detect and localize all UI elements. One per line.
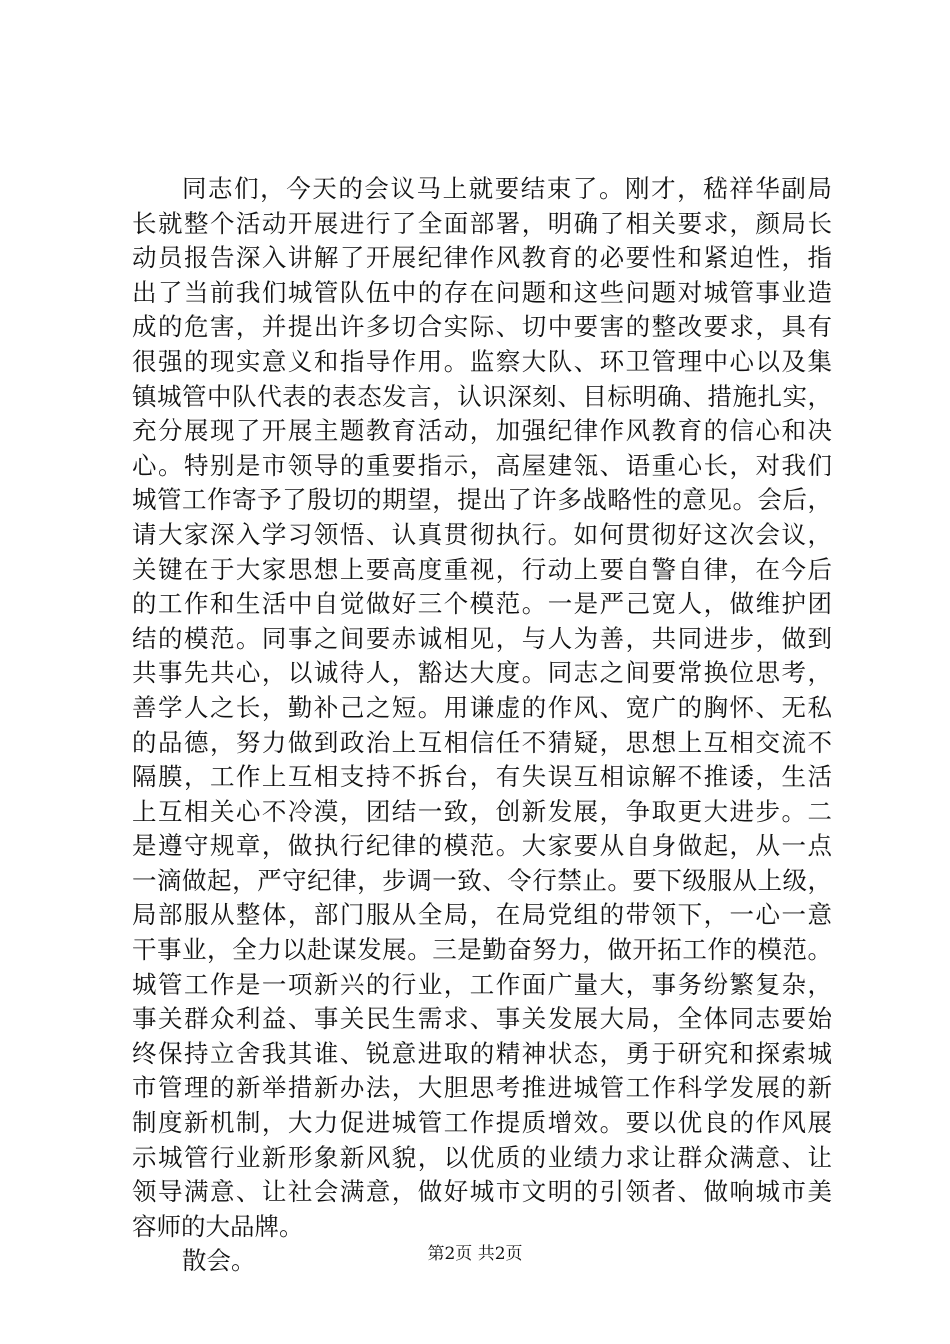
paragraph-line: 干事业，全力以赴谋发展。三是勤奋努力，做开拓工作的模范。 bbox=[132, 935, 832, 965]
paragraph-line: 的工作和生活中自觉做好三个模范。一是严己宽人，做维护团 bbox=[132, 589, 832, 619]
paragraph-line: 结的模范。同事之间要赤诚相见，与人为善，共同进步，做到 bbox=[132, 623, 832, 653]
paragraph-line: 上互相关心不冷漠，团结一致，创新发展，争取更大进步。二 bbox=[132, 796, 832, 826]
paragraph-line: 容师的大品牌。 bbox=[132, 1211, 304, 1241]
paragraph-line: 是遵守规章，做执行纪律的模范。大家要从自身做起，从一点 bbox=[132, 831, 832, 861]
paragraph-line: 充分展现了开展主题教育活动，加强纪律作风教育的信心和决 bbox=[132, 416, 832, 446]
paragraph-line: 示城管行业新形象新风貌，以优质的业绩力求让群众满意、让 bbox=[132, 1142, 832, 1172]
paragraph-line: 领导满意、让社会满意，做好城市文明的引领者、做响城市美 bbox=[132, 1177, 832, 1207]
paragraph-line: 关键在于大家思想上要高度重视，行动上要自警自律，在今后 bbox=[132, 554, 832, 584]
paragraph-line: 成的危害，并提出许多切合实际、切中要害的整改要求，具有 bbox=[132, 312, 832, 342]
paragraph-line: 出了当前我们城管队伍中的存在问题和这些问题对城管事业造 bbox=[132, 277, 832, 307]
paragraph-line: 镇城管中队代表的表态发言，认识深刻、目标明确、措施扎实， bbox=[132, 381, 832, 411]
paragraph-line: 终保持立舍我其谁、锐意进取的精神状态，勇于研究和探索城 bbox=[132, 1038, 832, 1068]
paragraph-line: 市管理的新举措新办法，大胆思考推进城管工作科学发展的新 bbox=[132, 1073, 832, 1103]
closing-line: 散会。 bbox=[182, 1246, 256, 1276]
paragraph-line: 城管工作寄予了殷切的期望，提出了许多战略性的意见。会后， bbox=[132, 485, 832, 515]
body-text bbox=[132, 172, 832, 1279]
paragraph-line: 事关群众利益、事关民生需求、事关发展大局，全体同志要始 bbox=[132, 1004, 832, 1034]
paragraph-line: 心。特别是市领导的重要指示，高屋建瓴、语重心长，对我们 bbox=[132, 450, 832, 480]
page-footer: 第2页 共2页 bbox=[427, 1244, 523, 1264]
paragraph-line: 同志们，今天的会议马上就要结束了。刚才，嵇祥华副局 bbox=[182, 174, 832, 203]
paragraph-line: 一滴做起，严守纪律，步调一致、令行禁止。要下级服从上级， bbox=[132, 865, 832, 895]
paragraph-line: 请大家深入学习领悟、认真贯彻执行。如何贯彻好这次会议， bbox=[132, 519, 832, 549]
paragraph-line: 城管工作是一项新兴的行业，工作面广量大，事务纷繁复杂， bbox=[132, 969, 832, 999]
paragraph-line: 局部服从整体，部门服从全局，在局党组的带领下，一心一意 bbox=[132, 900, 832, 930]
paragraph-line: 共事先共心，以诚待人，豁达大度。同志之间要常换位思考， bbox=[132, 658, 832, 688]
paragraph-line: 很强的现实意义和指导作用。监察大队、环卫管理中心以及集 bbox=[132, 346, 832, 376]
paragraph-line: 隔膜，工作上互相支持不拆台，有失误互相谅解不推诿，生活 bbox=[132, 762, 832, 792]
main-paragraph bbox=[132, 172, 832, 1244]
paragraph-line: 善学人之长，勤补己之短。用谦虚的作风、宽广的胸怀、无私 bbox=[132, 692, 832, 722]
paragraph-line: 长就整个活动开展进行了全面部署，明确了相关要求，颜局长 bbox=[132, 208, 832, 238]
paragraph-line: 动员报告深入讲解了开展纪律作风教育的必要性和紧迫性，指 bbox=[132, 243, 832, 273]
paragraph-line: 制度新机制，大力促进城管工作提质增效。要以优良的作风展 bbox=[132, 1108, 832, 1138]
paragraph-line: 的品德，努力做到政治上互相信任不猜疑，思想上互相交流不 bbox=[132, 727, 832, 757]
